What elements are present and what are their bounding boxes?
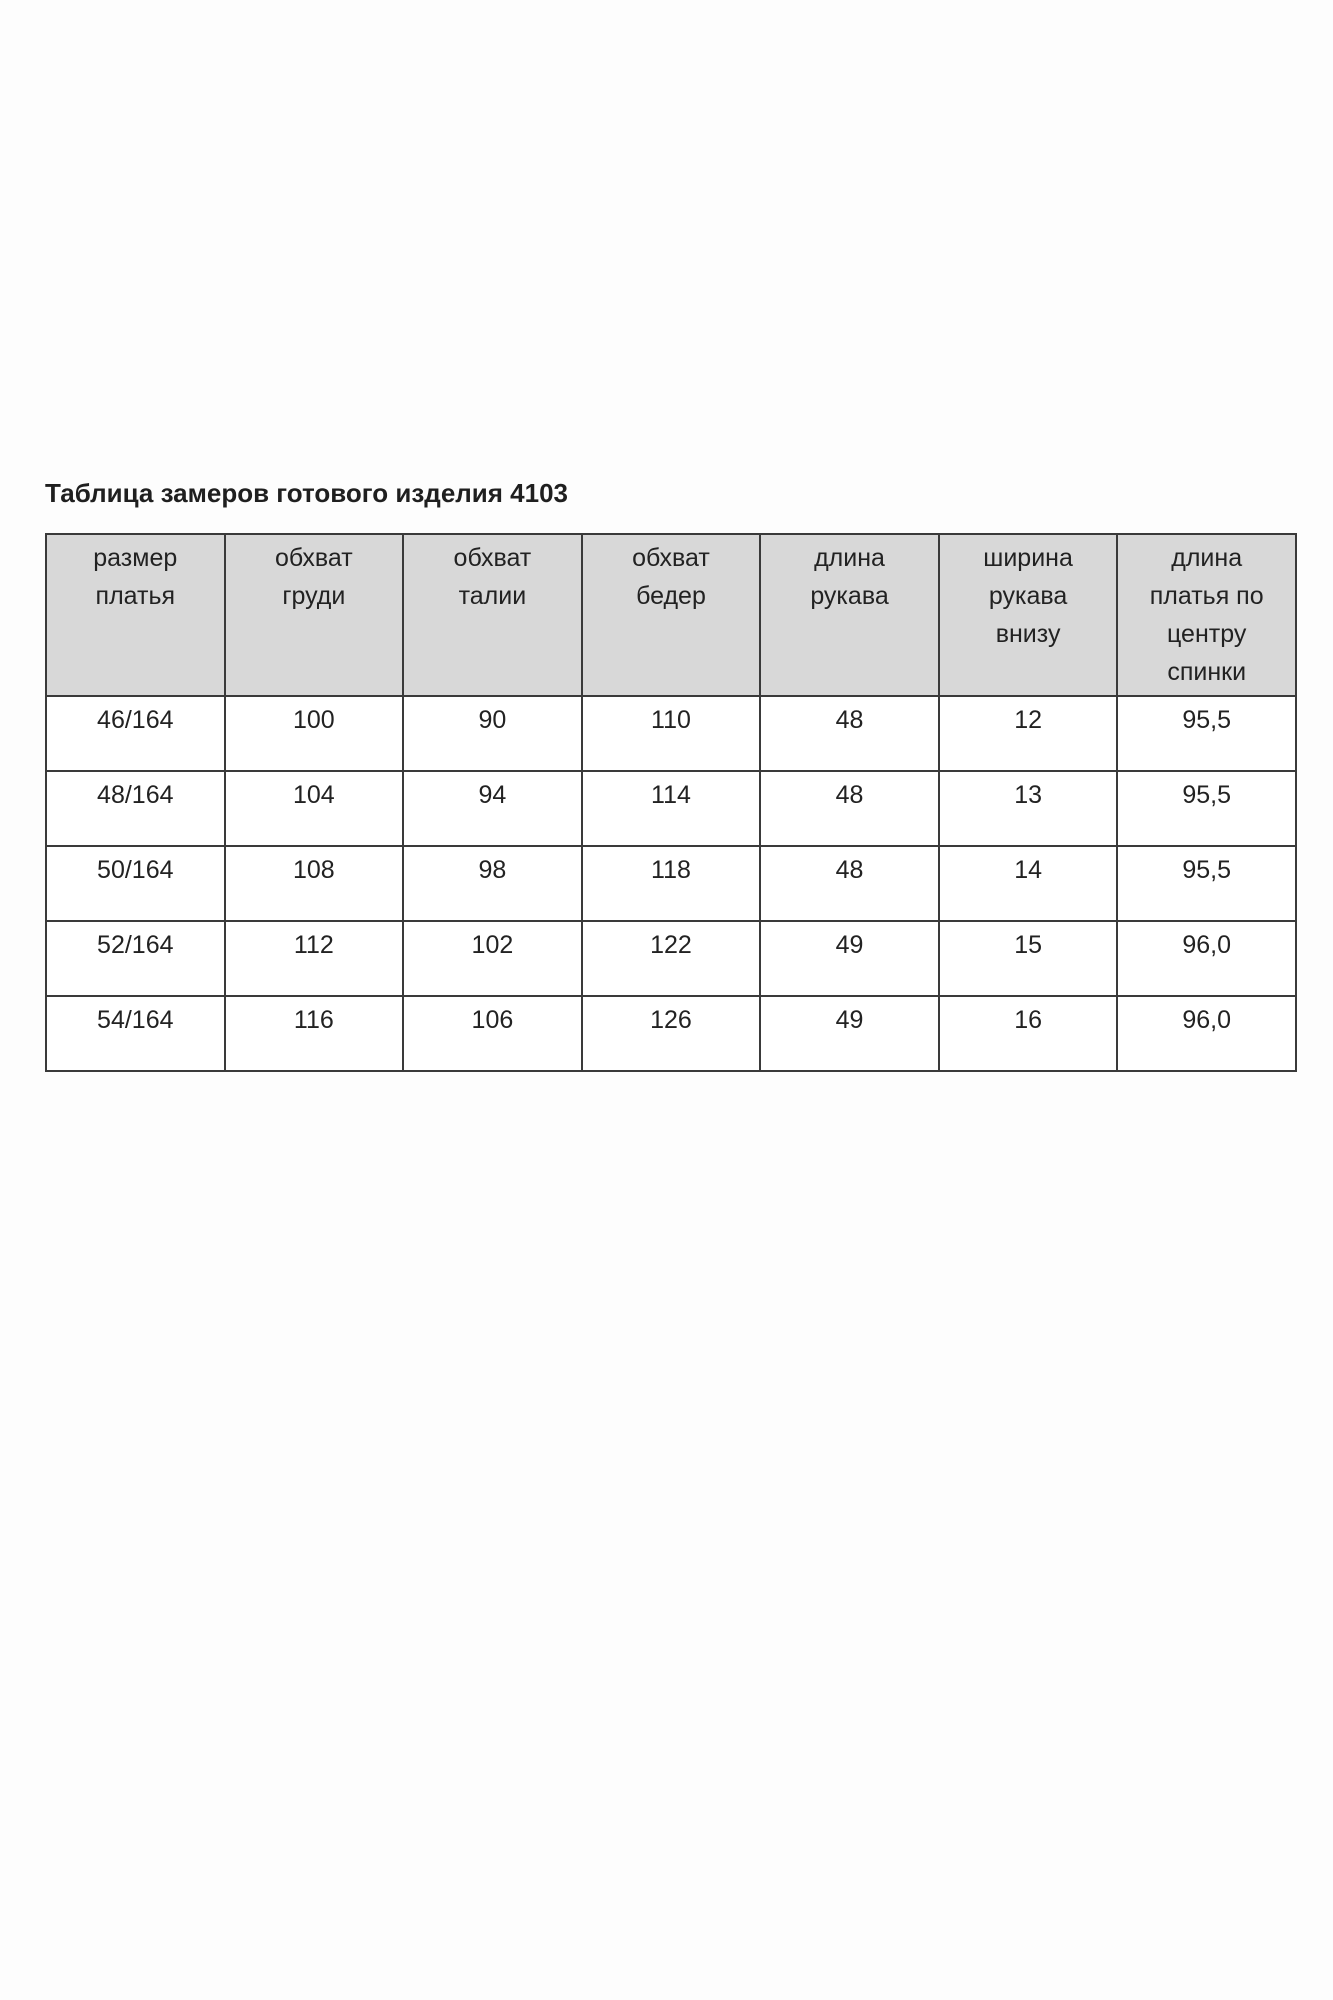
cell-sleeve-length: 48	[760, 771, 939, 846]
cell-sleeve-width: 15	[939, 921, 1118, 996]
header-hips: обхват бедер	[582, 534, 761, 696]
cell-size: 46/164	[46, 696, 225, 771]
cell-dress-length: 96,0	[1117, 996, 1296, 1071]
cell-sleeve-length: 48	[760, 846, 939, 921]
table-row	[46, 846, 1296, 921]
cell-hips: 114	[582, 771, 761, 846]
cell-size: 54/164	[46, 996, 225, 1071]
cell-chest: 104	[225, 771, 404, 846]
cell-sleeve-width: 13	[939, 771, 1118, 846]
measurements-table	[45, 533, 1297, 1072]
cell-waist: 98	[403, 846, 582, 921]
cell-hips: 122	[582, 921, 761, 996]
header-size: размер платья	[46, 534, 225, 696]
cell-sleeve-length: 48	[760, 696, 939, 771]
cell-dress-length: 96,0	[1117, 921, 1296, 996]
cell-sleeve-length: 49	[760, 996, 939, 1071]
cell-waist: 102	[403, 921, 582, 996]
cell-waist: 90	[403, 696, 582, 771]
cell-chest: 100	[225, 696, 404, 771]
cell-chest: 108	[225, 846, 404, 921]
header-sleeve-width: ширина рукава внизу	[939, 534, 1118, 696]
table-row	[46, 921, 1296, 996]
cell-sleeve-length: 49	[760, 921, 939, 996]
table-row	[46, 996, 1296, 1071]
cell-waist: 94	[403, 771, 582, 846]
table-row	[46, 771, 1296, 846]
cell-chest: 116	[225, 996, 404, 1071]
cell-chest: 112	[225, 921, 404, 996]
cell-sleeve-width: 14	[939, 846, 1118, 921]
cell-hips: 110	[582, 696, 761, 771]
cell-size: 50/164	[46, 846, 225, 921]
cell-sleeve-width: 16	[939, 996, 1118, 1071]
cell-sleeve-width: 12	[939, 696, 1118, 771]
cell-hips: 126	[582, 996, 761, 1071]
cell-dress-length: 95,5	[1117, 696, 1296, 771]
cell-size: 48/164	[46, 771, 225, 846]
table-row	[46, 696, 1296, 771]
header-row	[46, 534, 1296, 696]
cell-size: 52/164	[46, 921, 225, 996]
cell-waist: 106	[403, 996, 582, 1071]
header-chest: обхват груди	[225, 534, 404, 696]
cell-hips: 118	[582, 846, 761, 921]
header-waist: обхват талии	[403, 534, 582, 696]
header-sleeve-length: длина рукава	[760, 534, 939, 696]
header-dress-length: длина платья по центру спинки	[1117, 534, 1296, 696]
table-title: Таблица замеров готового изделия 4103	[45, 478, 569, 508]
cell-dress-length: 95,5	[1117, 771, 1296, 846]
cell-dress-length: 95,5	[1117, 846, 1296, 921]
